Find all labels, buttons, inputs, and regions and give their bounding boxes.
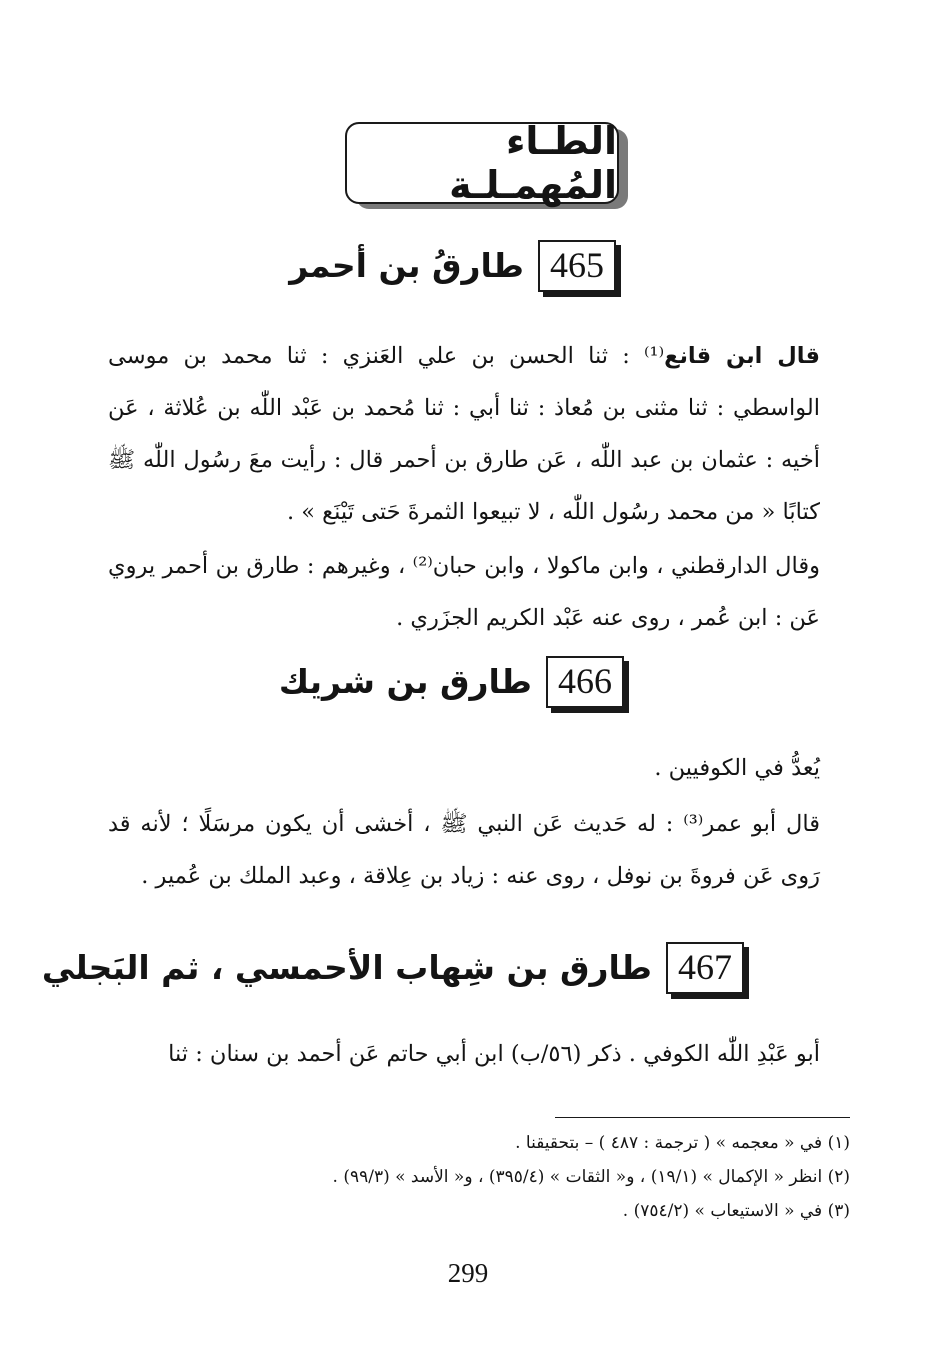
entry-name: طارقُ بن أحمر bbox=[289, 246, 524, 286]
section-title: الطـاء المُهمـلـة bbox=[449, 119, 617, 207]
paragraph-text: أبو عَبْدِ اللّٰه الكوفي . ذكر (٥٦/ب) ابن أبي حاتم عَن أحمد بن سنان : ثنا bbox=[168, 1041, 820, 1067]
footnote: (٢) انظر « الإكمال » (١٩/١) ، و« الثقات » (٣٩٥/٤) ، و« الأسد » (٩٩/٣) . bbox=[332, 1167, 850, 1187]
entry-name: طارق بن شريك bbox=[278, 662, 532, 702]
paragraph-text: يُعدُّ في الكوفيين . bbox=[654, 755, 820, 781]
paragraph bbox=[108, 798, 820, 902]
entry-number-box: 466 bbox=[546, 656, 624, 708]
paragraph bbox=[108, 1028, 820, 1080]
footnote: (٣) في « الاستيعاب » (٧٥٤/٢) . bbox=[622, 1201, 850, 1221]
footnote-separator bbox=[555, 1117, 850, 1118]
paragraph bbox=[108, 742, 820, 794]
paragraph-text: ⁽¹⁾ : ثنا الحسن بن علي العَنزي : ثنا محمد بن موسى الواسطي : ثنا مثنى بن مُعاذ : ثنا أبي : ثنا مُحمد بن عَبْد اللّٰه بن عُلاثة ، عَن أخيه : عثمان بن عبد اللّٰه ، عَن طارق بن أحمر قال : رأيت معَ رسُول اللّٰه ﷺ كتابًا « من محمد رسُول اللّٰه ، لا تبيعوا الثمرةَ حَتى تَيْنَع » . bbox=[108, 343, 820, 525]
footnote: (١) في « معجمه » ( ترجمة : ٤٨٧ ) – بتحقيقنا . bbox=[515, 1133, 850, 1153]
paragraph bbox=[108, 330, 820, 538]
page-number: 299 bbox=[447, 1258, 489, 1288]
paragraph-text: وقال الدارقطني ، وابن ماكولا ، وابن حبان⁽²⁾ ، وغيرهم : طارق بن أحمر يروي عَن : ابن عُمر ، روى عنه عَبْد الكريم الجزَري . bbox=[108, 553, 820, 631]
paragraph-lead: قال ابن قانع bbox=[664, 343, 820, 369]
entry-heading-465 bbox=[289, 240, 616, 292]
footnotes bbox=[108, 1126, 850, 1228]
entry-number-box: 465 bbox=[538, 240, 616, 292]
entry-number-box: 467 bbox=[666, 942, 744, 994]
paragraph bbox=[108, 540, 820, 644]
entry-heading-467 bbox=[42, 942, 744, 994]
entry-heading-466 bbox=[279, 656, 624, 708]
section-title-box bbox=[345, 119, 619, 207]
paragraph-text: قال أبو عمر⁽³⁾ : له حَديث عَن النبي ﷺ ، أخشى أن يكون مرسَلًا ؛ لأنه قد رَوى عَن فروةَ بن نوفل ، روى عنه : زياد بن عِلاقة ، وعبد الملك بن عُمير . bbox=[108, 811, 820, 889]
entry-name: طارق بن شِهاب الأحمسي ، ثم البَجلي bbox=[41, 948, 652, 988]
